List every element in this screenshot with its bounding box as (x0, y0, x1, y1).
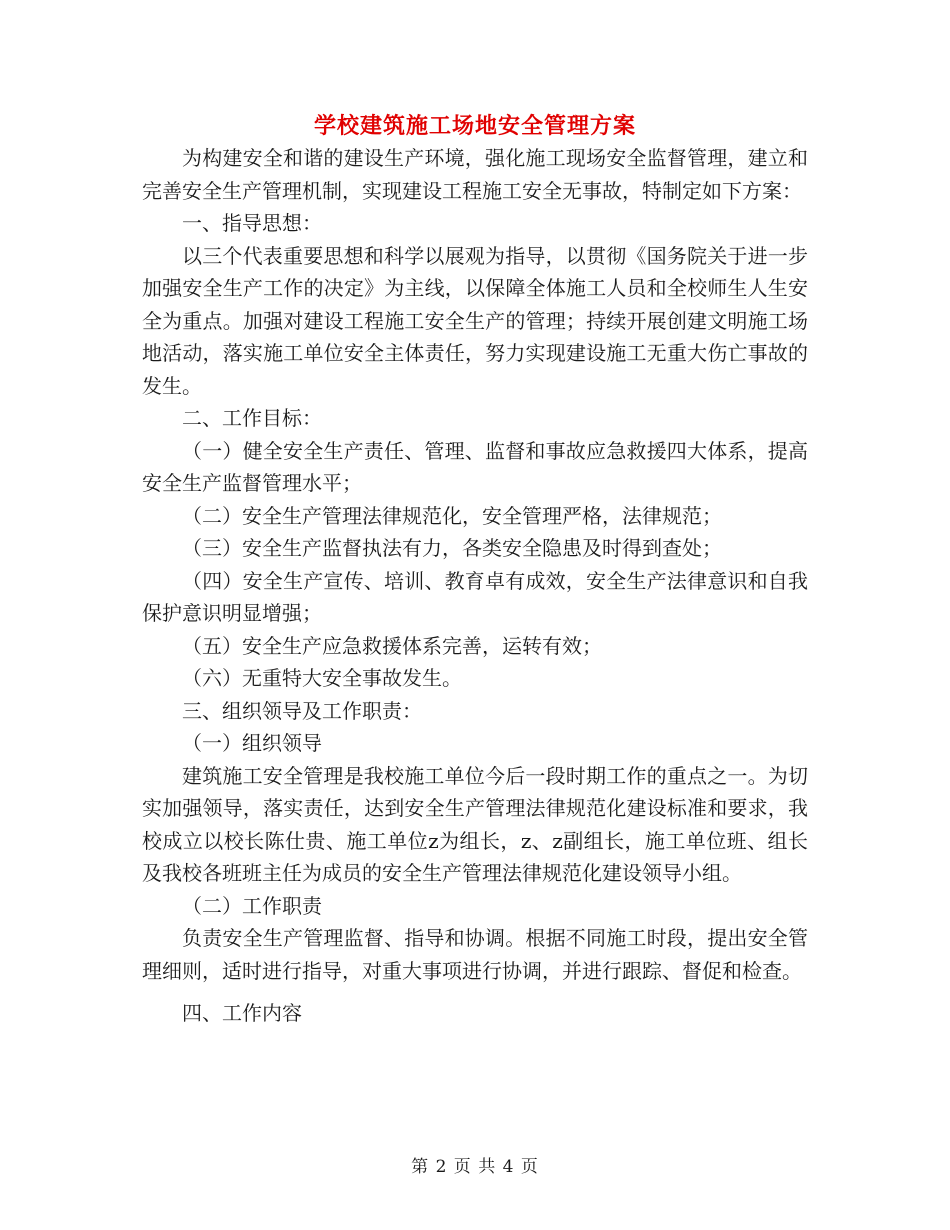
paragraph-leadership: 建筑施工安全管理是我校施工单位今后一段时期工作的重点之一。为切实加强领导，落实责任，达到安全生产管理法律规范化建设标准和要求，我校成立以校长陈仕贵、施工单位z为组长，z、z副组长，施工单位班、组长及我校各班班主任为成员的安全生产管理法律规范化建设领导小组。 (142, 763, 808, 885)
paragraph-intro: 为构建安全和谐的建设生产环境，强化施工现场安全监督管理，建立和完善安全生产管理机制，实现建设工程施工安全无事故，特制定如下方案： (142, 146, 808, 203)
document-title: 学校建筑施工场地安全管理方案 (313, 113, 636, 139)
heading-guiding-ideology: 一、指导思想： (182, 211, 322, 235)
document-body (142, 142, 808, 1030)
goal-item-5: （五）安全生产应急救援体系完善，运转有效； (182, 633, 602, 658)
paragraph-guiding-ideology: 以三个代表重要思想和科学以展观为指导，以贯彻《国务院关于进一步加强安全生产工作的决定》为主线，以保障全体施工人员和全校师生人生安全为重点。加强对建设工程施工安全生产的管理；持续开展创建文明施工场地活动，落实施工单位安全主体责任，努力实现建设施工无重大伤亡事故的发生。 (142, 243, 808, 398)
heading-work-goals: 二、工作目标： (182, 406, 322, 430)
subheading-duties: （二）工作职责 (182, 893, 322, 918)
goal-item-2: （二）安全生产管理法律规范化，安全管理严格，法律规范； (182, 503, 722, 528)
heading-work-content: 四、工作内容 (182, 1001, 302, 1025)
goal-item-1: （一）健全安全生产责任、管理、监督和事故应急救援四大体系，提高安全生产监督管理水平； (142, 438, 808, 495)
paragraph-duties: 负责安全生产管理监督、指导和协调。根据不同施工时段，提出安全管理细则，适时进行指导，对重大事项进行协调，并进行跟踪、督促和检查。 (142, 926, 808, 983)
goal-item-3: （三）安全生产监督执法有力，各类安全隐患及时得到查处； (182, 536, 722, 560)
subheading-leadership: （一）组织领导 (182, 731, 322, 755)
page-number: 第 2 页 共 4 页 (411, 1157, 539, 1177)
heading-organization: 三、组织领导及工作职责： (182, 698, 422, 723)
goal-item-6: （六）无重特大安全事故发生。 (182, 666, 462, 690)
goal-item-4: （四）安全生产宣传、培训、教育卓有成效，安全生产法律意识和自我保护意识明显增强； (142, 568, 808, 625)
